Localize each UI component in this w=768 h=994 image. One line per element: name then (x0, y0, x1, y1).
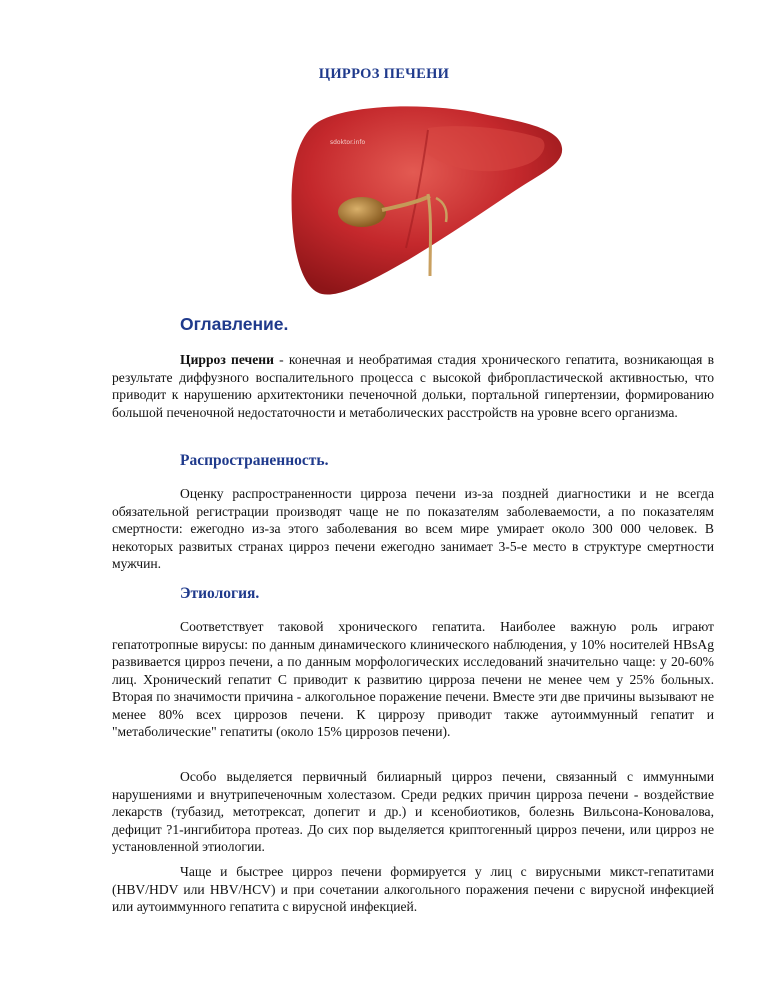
etiology-paragraph: Особо выделяется первичный билиарный цирроз печени, связанный с иммунными нарушениями и внутрипеченочным холестазом. Среди редких причин цирроза печени - воздействие лекарств (тубазид, метотрексат, допегит и др.) и ксенобиотиков, болезнь Вильсона-Коновалова, дефицит ?1-ингибитора протеаз. До сих пор выделяется криптогенный цирроз печени, или цирроз не установленной этиологии. (112, 769, 714, 854)
prevalence-paragraph: Оценку распространенности цирроза печени из-за поздней диагностики и не всегда обязательной регистрации производят чаще не по показателям заболеваемости, а по показателям смертности: ежегодно из-за этого заболевания во всем мире умирает около 300 000 человек. В некоторых развитых странах цирроз печени ежегодно занимает 3-5-е место в структуре смертности мужчин. (112, 486, 714, 571)
toc-heading: Оглавление. (180, 314, 289, 334)
prevalence-heading: Распространенность. (180, 452, 329, 469)
intro-term: Цирроз печени (180, 352, 274, 367)
intro-text: - конечная и необратимая стадия хронического гепатита, возникающая в результате диффузного воспалительного процесса с высокой фибропластической активностью, что приводит к нарушению архитектоники печеночной дольки, портальной гипертензии, формированию большой печеночной недостаточности и метаболических расстройств на уровне всего организма. (112, 352, 714, 420)
etiology-paragraph: Соответствует таковой хронического гепатита. Наиболее важную роль играют гепатотропные вирусы: по данным динамического клинического наблюдения, у 10% носителей HBsAg развивается цирроз печени, а по данным морфологических исследований значительно чаще: у 20-60% лиц. Хронический гепатит С приводит к развитию цирроза печени не менее чем у 25% больных. Вторая по значимости причина - алкогольное поражение печени. Вместе эти две причины вызывают не менее 80% всех циррозов печени. К циррозу приводит также аутоиммунный гепатит и "метаболические" гепатиты (около 15% циррозов печени). (112, 619, 714, 739)
intro-paragraph (112, 351, 714, 421)
gallbladder (338, 197, 386, 227)
liver-illustration (278, 98, 568, 306)
watermark: sdoktor.info (330, 139, 366, 146)
page-title: ЦИРРОЗ ПЕЧЕНИ (318, 66, 450, 82)
etiology-heading: Этиология. (180, 585, 260, 602)
etiology-paragraph: Чаще и быстрее цирроз печени формируется у лиц с вирусными микст-гепатитами (HBV/HDV или HBV/HCV) и при сочетании алкогольного поражения печени с вирусной инфекцией или аутоиммунного гепатита с вирусной инфекцией. (112, 864, 714, 914)
